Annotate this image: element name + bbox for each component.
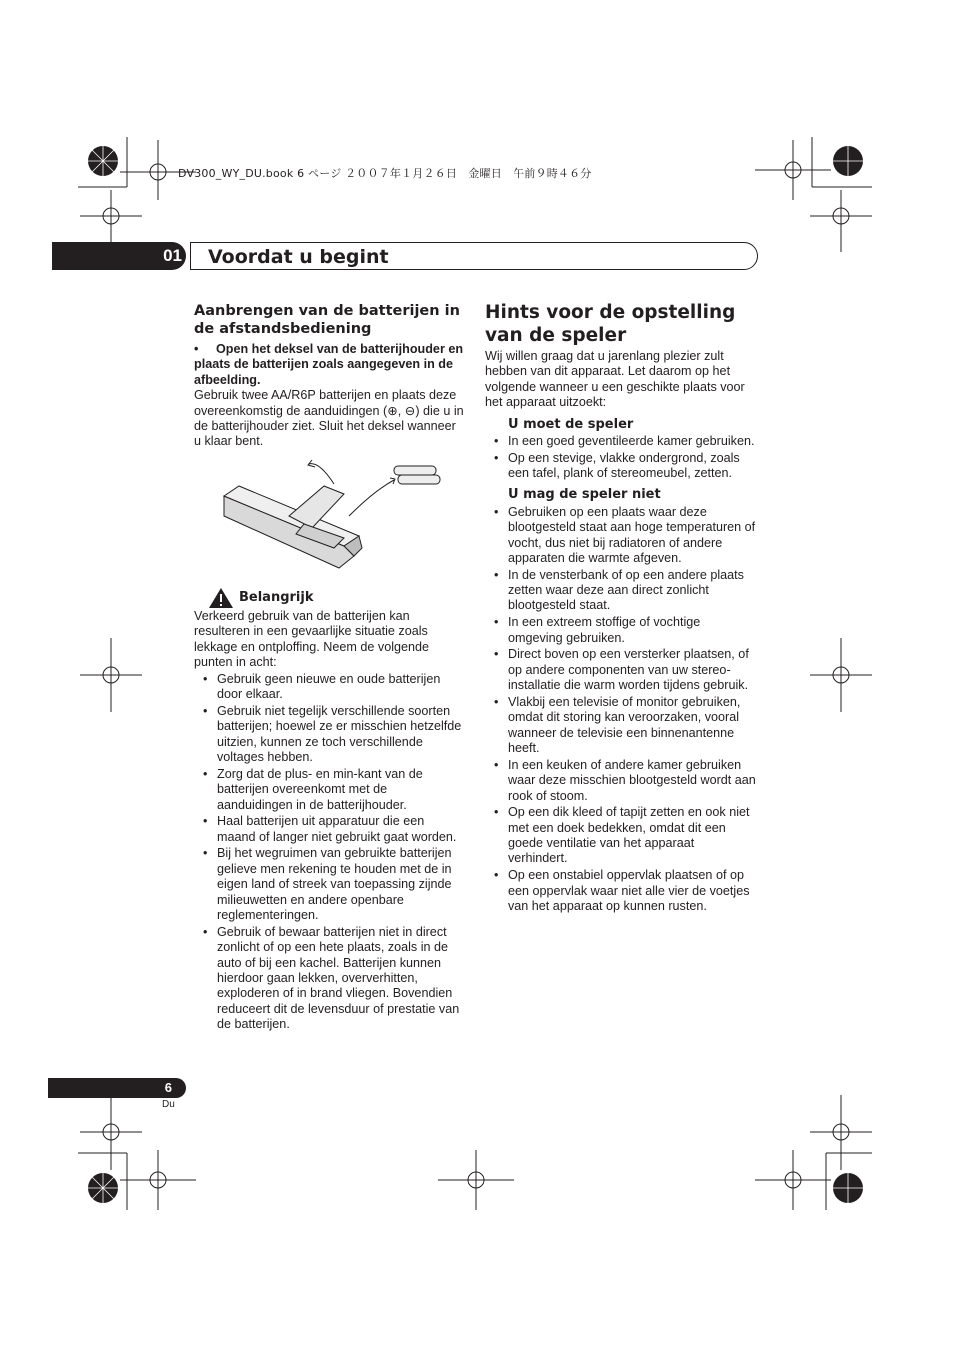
list-item: • Op een stevige, vlakke ondergrond, zoals een tafel, plank of stereomeubel, zetten. bbox=[485, 451, 757, 482]
battery-step-text: Open het deksel van de batterijhouder en plaats de batterijen zoals aangegeven in de afbeelding. bbox=[194, 342, 464, 387]
list-item: • Op een onstabiel oppervlak plaatsen of op een oppervlak waar niet alle vier de voetjes van het apparaat op kunnen rusten. bbox=[485, 868, 757, 914]
list-item: • Haal batterijen uit apparatuur die een maand of langer niet gebruikt gaat worden. bbox=[194, 814, 466, 845]
battery-body: Gebruik twee AA/R6P batterijen en plaats deze overeenkomstig de aanduidingen (⊕, ⊖) die u in de batterijhouder ziet. Sluit het deksel wanneer u klaar bent. bbox=[194, 388, 464, 449]
list-item: • In een keuken of andere kamer gebruiken waar deze misschien blootgesteld wordt aan rook of stoom. bbox=[485, 758, 757, 804]
language-code: Du bbox=[162, 1099, 175, 1110]
list-item: • Op een dik kleed of tapijt zetten en ook niet met een doek bedekken, omdat dit een goede ventilatie van het apparaat verhindert. bbox=[485, 805, 757, 867]
must-subheading: U moet de speler bbox=[508, 416, 634, 432]
placement-heading: Hints voor de opstelling van de speler bbox=[485, 302, 736, 346]
must-not-list bbox=[485, 505, 757, 915]
battery-step bbox=[194, 342, 466, 388]
chapter-number-tab bbox=[52, 242, 186, 270]
list-item: • In een extreem stoffige of vochtige omgeving gebruiken. bbox=[485, 615, 757, 646]
warning-icon bbox=[208, 587, 234, 609]
page-number: 6 bbox=[164, 1080, 172, 1095]
important-header bbox=[194, 589, 466, 609]
list-item: • Gebruik niet tegelijk verschillende soorten batterijen; hoewel ze er misschien hetzelfde uitzien, kunnen ze toch verschillende voltages hebben. bbox=[194, 704, 466, 766]
battery-heading: Aanbrengen van de batterijen in de afstandsbediening bbox=[194, 303, 460, 337]
list-item: • Gebruiken op een plaats waar deze blootgesteld staat aan hoge temperaturen of vocht, dus niet bij radiatoren of andere apparaten die warmte afgeven. bbox=[485, 505, 757, 567]
must-not-subheading: U mag de speler niet bbox=[508, 487, 661, 503]
list-item: • Zorg dat de plus- en min-kant van de batterijen overeenkomt met de aanduidingen in de batterijhouder. bbox=[194, 767, 466, 813]
chapter-title: Voordat u begint bbox=[208, 246, 389, 268]
print-header: DV300_WY_DU.book 6 ページ ２００７年１月２６日 金曜日 午前９時４６分 bbox=[178, 167, 592, 180]
important-list bbox=[194, 672, 466, 1033]
remote-battery-illustration bbox=[194, 456, 466, 581]
list-item: • Gebruik geen nieuwe en oude batterijen door elkaar. bbox=[194, 672, 466, 703]
right-column bbox=[485, 301, 757, 916]
step-bullet: • bbox=[194, 342, 199, 356]
important-body: Verkeerd gebruik van de batterijen kan resulteren in een gevaarlijke situatie zoals lekkage en ontploffing. Neem de volgende punten in acht: bbox=[194, 608, 430, 670]
important-title: Belangrijk bbox=[239, 589, 314, 605]
list-item: • In een goed geventileerde kamer gebruiken. bbox=[485, 434, 757, 449]
list-item: • Direct boven op een versterker plaatsen, of op andere componenten van uw stereo-installatie die warm worden tijdens gebruik. bbox=[485, 647, 757, 693]
list-item: • Bij het wegruimen van gebruikte batterijen gelieve men rekening te houden met de in eigen land of streek van toepassing zijnde milieuwetten en andere openbare reglementeringen. bbox=[194, 846, 466, 923]
placement-intro: Wij willen graag dat u jarenlang plezier zult hebben van dit apparaat. Let daarom op het volgende wanneer u een geschikte plaats voor het apparaat uitzoekt: bbox=[485, 349, 745, 410]
list-item: • Vlakbij een televisie of monitor gebruiken, omdat dit storing kan veroorzaken, vooral wanneer de televisie een binnenantenne heeft. bbox=[485, 695, 757, 757]
chapter-number: 01 bbox=[163, 246, 182, 265]
must-list bbox=[485, 434, 757, 482]
left-column bbox=[194, 302, 466, 1034]
list-item: • Gebruik of bewaar batterijen niet in direct zonlicht of op een hete plaats, zoals in de auto of bij een kachel. Batterijen kunnen hierdoor gaan lekken, oververhitten, exploderen of in brand vliegen. Bovendien reduceert dit de levensduur of prestatie van de batterijen. bbox=[194, 925, 466, 1033]
page-number-tab bbox=[48, 1078, 186, 1098]
list-item: • In de vensterbank of op een andere plaats zetten waar deze aan direct zonlicht blootgesteld staat. bbox=[485, 568, 757, 614]
